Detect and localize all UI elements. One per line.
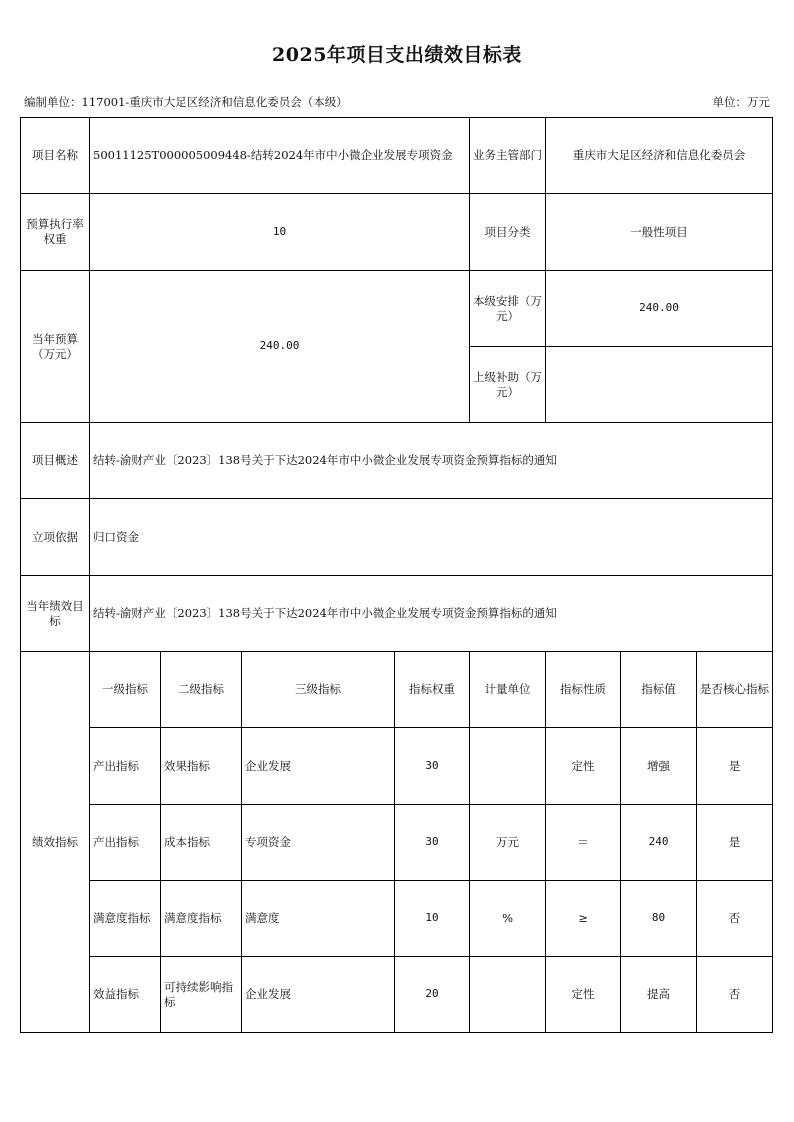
org-info [24,94,348,110]
indicators-section-label: 绩效指标 [21,652,90,1033]
header-unit: 计量单位 [470,652,546,728]
indicator-level1: 效益指标 [90,957,161,1033]
indicator-level3: 专项资金 [242,805,395,881]
overview-row [21,423,773,499]
indicator-level3: 企业发展 [242,957,395,1033]
indicator-core: 否 [697,957,773,1033]
project-name-row [21,118,773,194]
upper-value [546,347,773,423]
goal-row [21,576,773,652]
upper-label: 上级补助（万元） [470,347,546,423]
local-value: 240.00 [546,271,773,347]
indicator-level1: 满意度指标 [90,881,161,957]
indicator-row [21,728,773,805]
indicator-value: 增强 [621,728,697,805]
header-nature: 指标性质 [546,652,621,728]
header-value: 指标值 [621,652,697,728]
org-value: 117001-重庆市大足区经济和信息化委员会（本级） [81,95,348,109]
page-title: 2025年项目支出绩效目标表 [272,44,522,66]
indicator-nature: 定性 [546,728,621,805]
indicator-unit [470,957,546,1033]
dept-label: 业务主管部门 [470,118,546,194]
indicator-core: 是 [697,728,773,805]
indicator-unit: % [470,881,546,957]
indicator-row [21,805,773,881]
indicator-header-row [21,652,773,728]
indicator-level2: 效果指标 [161,728,242,805]
budget-value: 240.00 [90,271,470,423]
category-label: 项目分类 [470,194,546,271]
indicator-nature: 定性 [546,957,621,1033]
indicator-weight: 30 [395,728,470,805]
indicator-unit [470,728,546,805]
org-label: 编制单位： [24,95,82,109]
exec-rate-value: 10 [90,194,470,271]
indicator-value: 80 [621,881,697,957]
goal-value: 结转-渝财产业〔2023〕138号关于下达2024年市中小微企业发展专项资金预算指标的通知 [90,576,773,652]
header-level2: 二级指标 [161,652,242,728]
indicator-value: 提高 [621,957,697,1033]
currency-unit: 单位：万元 [712,95,770,109]
exec-rate-row [21,194,773,271]
header-level1: 一级指标 [90,652,161,728]
goal-label: 当年绩效目标 [21,576,90,652]
header-core: 是否核心指标 [697,652,773,728]
exec-rate-label: 预算执行率权重 [21,194,90,271]
overview-label: 项目概述 [21,423,90,499]
dept-value: 重庆市大足区经济和信息化委员会 [546,118,773,194]
indicator-level3: 满意度 [242,881,395,957]
project-name-label: 项目名称 [21,118,90,194]
category-value: 一般性项目 [546,194,773,271]
basis-value: 归口资金 [90,499,773,576]
indicator-level1: 产出指标 [90,805,161,881]
indicator-level2: 可持续影响指标 [161,957,242,1033]
indicator-weight: 10 [395,881,470,957]
indicator-weight: 20 [395,957,470,1033]
indicator-value: 240 [621,805,697,881]
header-level3: 三级指标 [242,652,395,728]
header-weight: 指标权重 [395,652,470,728]
indicator-core: 否 [697,881,773,957]
indicator-nature: ＝ [546,805,621,881]
indicator-level1: 产出指标 [90,728,161,805]
indicator-unit: 万元 [470,805,546,881]
indicator-nature: ≥ [546,881,621,957]
indicator-level2: 满意度指标 [161,881,242,957]
indicator-weight: 30 [395,805,470,881]
basis-row [21,499,773,576]
project-name-value: 50011125T000005009448-结转2024年市中小微企业发展专项资金 [90,118,470,194]
indicator-level2: 成本指标 [161,805,242,881]
basis-label: 立项依据 [21,499,90,576]
indicator-row [21,881,773,957]
local-label: 本级安排（万元） [470,271,546,347]
budget-label: 当年预算（万元） [21,271,90,423]
indicator-row [21,957,773,1033]
budget-row-local [21,271,773,347]
indicator-level3: 企业发展 [242,728,395,805]
performance-table [20,117,773,1033]
indicator-core: 是 [697,805,773,881]
overview-value: 结转-渝财产业〔2023〕138号关于下达2024年市中小微企业发展专项资金预算指标的通知 [90,423,773,499]
